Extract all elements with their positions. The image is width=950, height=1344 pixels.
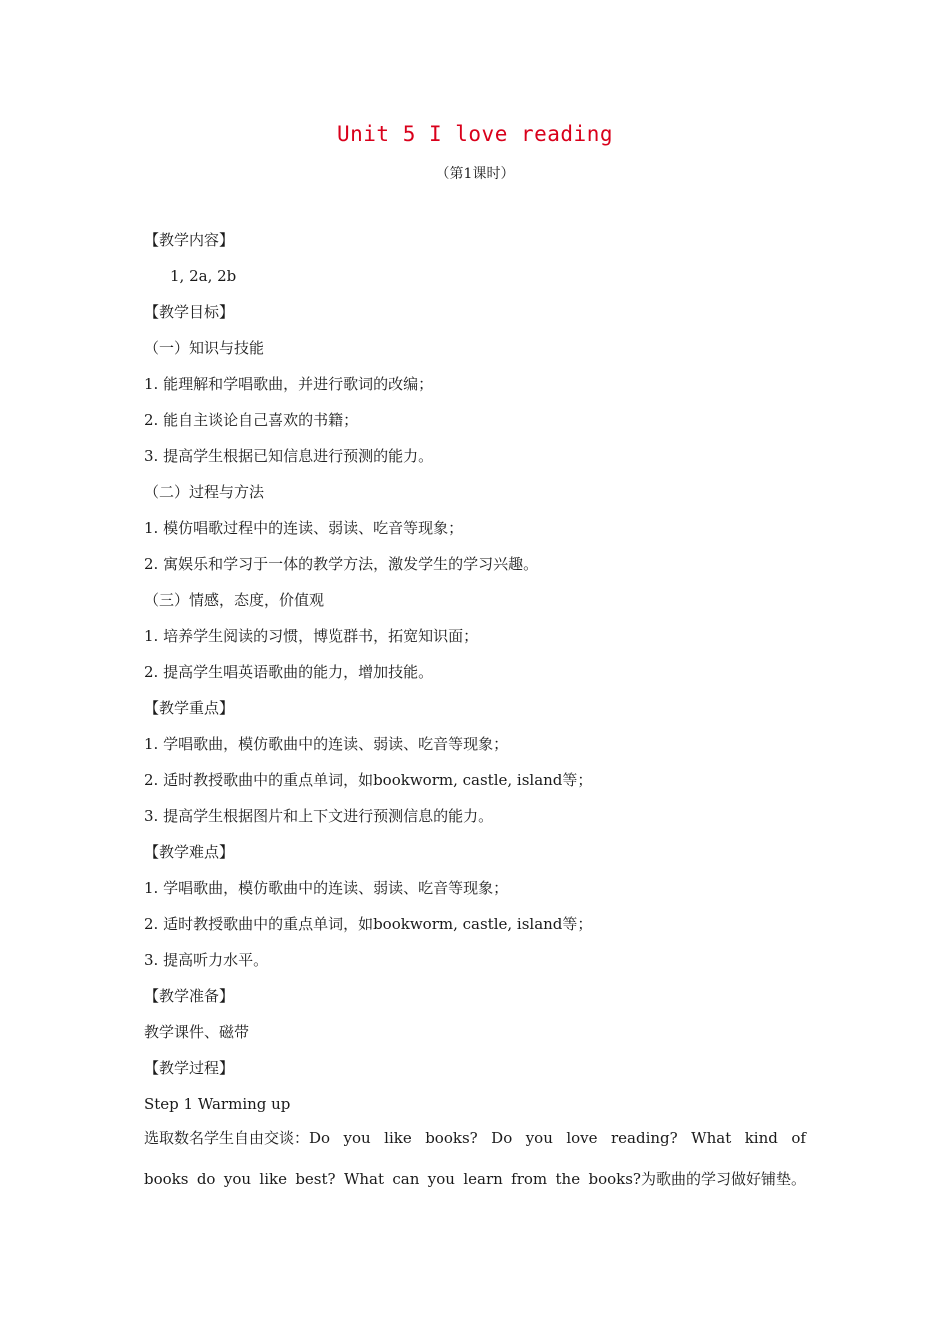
list-item: 1. 模仿唱歌过程中的连读、弱读、吃音等现象； — [144, 519, 464, 537]
section-heading: 【教学目标】 — [144, 303, 235, 321]
list-item: 2. 提高学生唱英语歌曲的能力，增加技能。 — [144, 663, 434, 681]
section-heading: 【教学重点】 — [144, 699, 235, 717]
list-item: 教学课件、磁带 — [144, 1023, 250, 1041]
document-subtitle: （第1课时） — [435, 166, 515, 182]
subsection-heading: （三）情感，态度，价值观 — [144, 591, 325, 609]
section-heading: 【教学准备】 — [144, 987, 235, 1005]
paragraph-word: Do — [491, 1129, 513, 1147]
paragraph-word: do — [196, 1170, 216, 1188]
paragraph-word: you — [223, 1170, 252, 1188]
paragraph-word: 选取数名学生自由交谈：Do — [144, 1129, 331, 1147]
section-heading: 【教学过程】 — [144, 1059, 235, 1077]
section-heading: 【教学难点】 — [144, 843, 235, 861]
list-item: 1. 培养学生阅读的习惯，博览群书，拓宽知识面； — [144, 627, 479, 645]
paragraph-word: you — [427, 1170, 455, 1188]
list-item: 2. 能自主谈论自己喜欢的书籍； — [144, 411, 359, 429]
paragraph-word: can — [392, 1170, 420, 1188]
paragraph-line-2 — [144, 1169, 806, 1189]
paragraph-word: the — [555, 1170, 581, 1188]
paragraph-word: What — [343, 1170, 385, 1188]
list-item: Step 1 Warming up — [144, 1095, 291, 1113]
paragraph-word: learn — [463, 1170, 503, 1188]
list-item: 3. 提高听力水平。 — [144, 951, 269, 969]
list-item: 3. 提高学生根据图片和上下文进行预测信息的能力。 — [144, 807, 494, 825]
paragraph-word: What — [691, 1129, 732, 1147]
document-title: Unit 5 I love reading — [336, 122, 613, 146]
paragraph-word: books?为歌曲的学习做好铺垫。 — [588, 1170, 806, 1188]
paragraph-line-1 — [144, 1128, 806, 1148]
paragraph-word: love — [566, 1129, 598, 1147]
paragraph-word: like — [259, 1170, 287, 1188]
paragraph-word: from — [511, 1170, 548, 1188]
list-item: 1. 学唱歌曲，模仿歌曲中的连读、弱读、吃音等现象； — [144, 879, 509, 897]
subsection-heading: （一）知识与技能 — [144, 339, 265, 357]
list-item: 2. 适时教授歌曲中的重点单词，如bookworm, castle, island等； — [144, 771, 593, 789]
list-item: 3. 提高学生根据已知信息进行预测的能力。 — [144, 447, 434, 465]
subsection-heading: （二）过程与方法 — [144, 483, 265, 501]
list-item: 2. 适时教授歌曲中的重点单词，如bookworm, castle, island等； — [144, 915, 593, 933]
paragraph-word: of — [791, 1129, 806, 1147]
list-item: 1. 学唱歌曲，模仿歌曲中的连读、弱读、吃音等现象； — [144, 735, 509, 753]
paragraph-word: you — [343, 1129, 371, 1147]
list-item: 1, 2a, 2b — [170, 267, 237, 285]
list-item: 1. 能理解和学唱歌曲，并进行歌词的改编； — [144, 375, 434, 393]
paragraph-word: books? — [425, 1129, 478, 1147]
paragraph-word: kind — [744, 1129, 778, 1147]
list-item: 2. 寓娱乐和学习于一体的教学方法，激发学生的学习兴趣。 — [144, 555, 539, 573]
section-heading: 【教学内容】 — [144, 231, 235, 249]
paragraph-word: best? — [295, 1170, 336, 1188]
paragraph-word: books — [144, 1170, 189, 1188]
paragraph-word: reading? — [611, 1129, 678, 1147]
paragraph-word: like — [384, 1129, 412, 1147]
paragraph-word: you — [525, 1129, 553, 1147]
